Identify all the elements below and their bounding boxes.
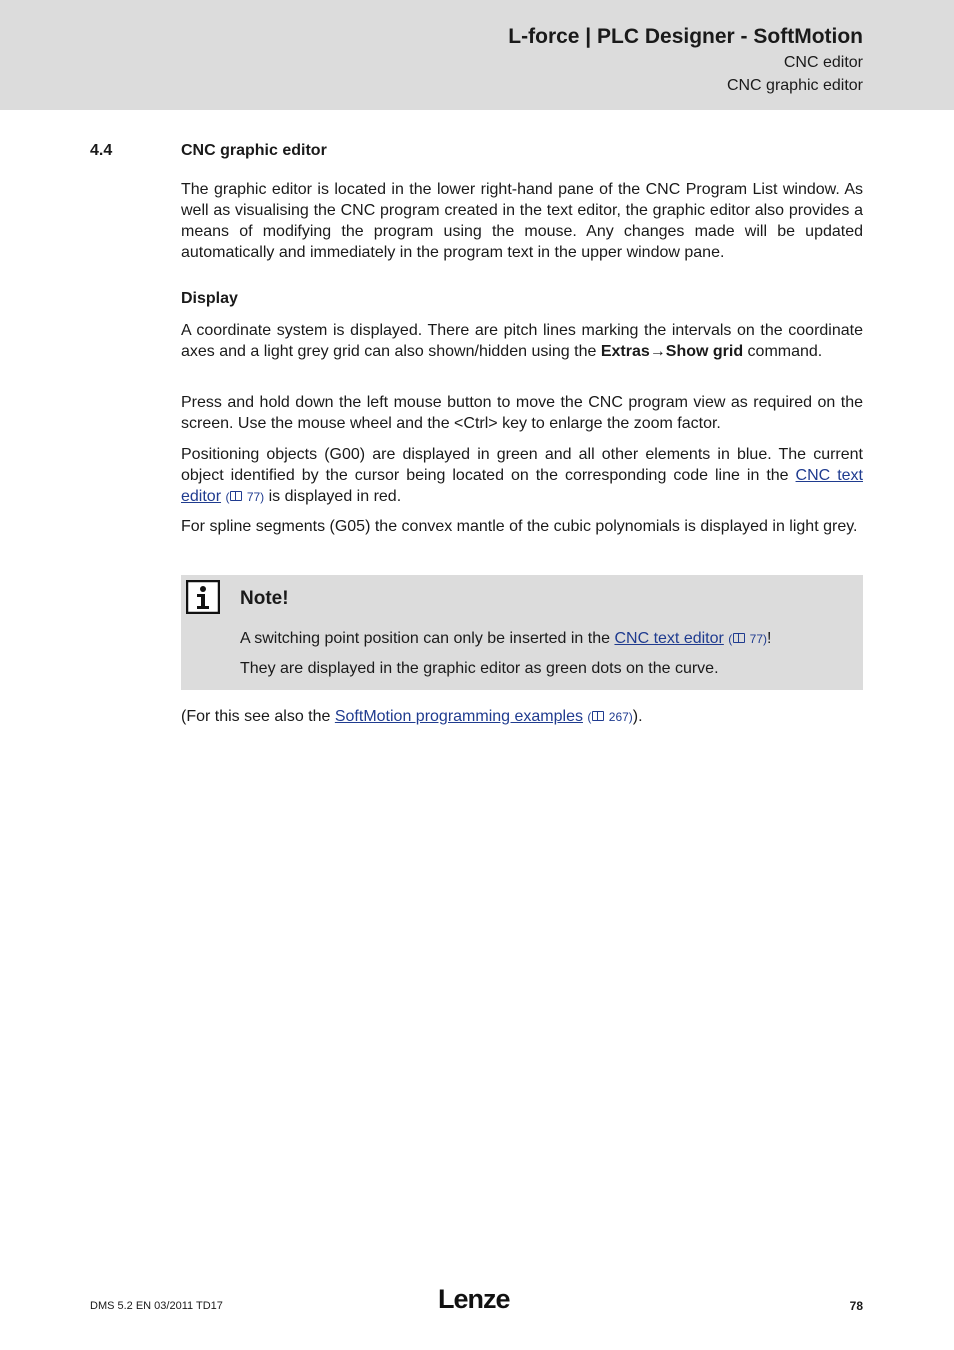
softmotion-examples-link[interactable]: SoftMotion programming examples (334, 708, 583, 725)
note-title: Note! (240, 588, 289, 609)
book-icon (733, 633, 745, 643)
cnc-text-editor-link[interactable]: CNC text editor (614, 630, 724, 647)
cnc-text-editor-link[interactable]: CNC text editor (181, 467, 863, 505)
page-ref[interactable]: ( 77) (225, 490, 265, 504)
lenze-logo: Lenze (438, 1284, 510, 1314)
footer-doc-id: DMS 5.2 EN 03/2011 TD17 (90, 1300, 223, 1312)
page-ref[interactable]: ( 267) (587, 710, 633, 724)
info-icon (186, 580, 220, 614)
header-chapter: CNC editor (783, 54, 863, 71)
page-number: 78 (849, 1299, 863, 1313)
section-title: CNC graphic editor (181, 142, 327, 159)
section-number: 4.4 (90, 142, 113, 159)
page-header (0, 0, 954, 110)
book-icon (592, 711, 604, 721)
book-icon (230, 491, 242, 501)
note-line-2: They are displayed in the graphic editor as green dots on the curve. (240, 660, 719, 677)
menu-command: Extras→Show grid (600, 343, 744, 360)
display-paragraph-1: A coordinate system is displayed. There are pitch lines marking the intervals on the coordinate axes and a light grey grid can also shown/hidden using the Extras→Show grid command. (181, 322, 863, 360)
header-title: L-force | PLC Designer - SoftMotion (508, 25, 863, 48)
display-paragraph-3: Positioning objects (G00) are displayed in green and all other elements in blue. The current object identified by the cursor being located on the corresponding code line in the CNC text editor ( 77) is displayed in red. (181, 446, 863, 505)
intro-paragraph: The graphic editor is located in the lower right-hand pane of the CNC Program List window. As well as visualising the CNC program created in the text editor, the graphic editor also provides a means of modifying the program using the mouse. Any changes made will be updated automatically and immediately in the program text in the upper window pane. (181, 181, 863, 261)
display-paragraph-4: For spline segments (G05) the convex mantle of the cubic polynomials is displayed in light grey. (181, 518, 858, 535)
note-box (181, 575, 863, 690)
note-line-1: A switching point position can only be inserted in the CNC text editor ( 77)! (240, 630, 772, 647)
see-also-paragraph: (For this see also the SoftMotion programming examples ( 267)). (181, 708, 643, 725)
page-ref[interactable]: ( 77) (728, 632, 767, 646)
display-heading: Display (181, 290, 238, 307)
display-paragraph-2: Press and hold down the left mouse button to move the CNC program view as required on the screen. Use the mouse wheel and the <Ctrl> key to enlarge the zoom factor. (181, 394, 863, 432)
header-section: CNC graphic editor (726, 77, 863, 94)
